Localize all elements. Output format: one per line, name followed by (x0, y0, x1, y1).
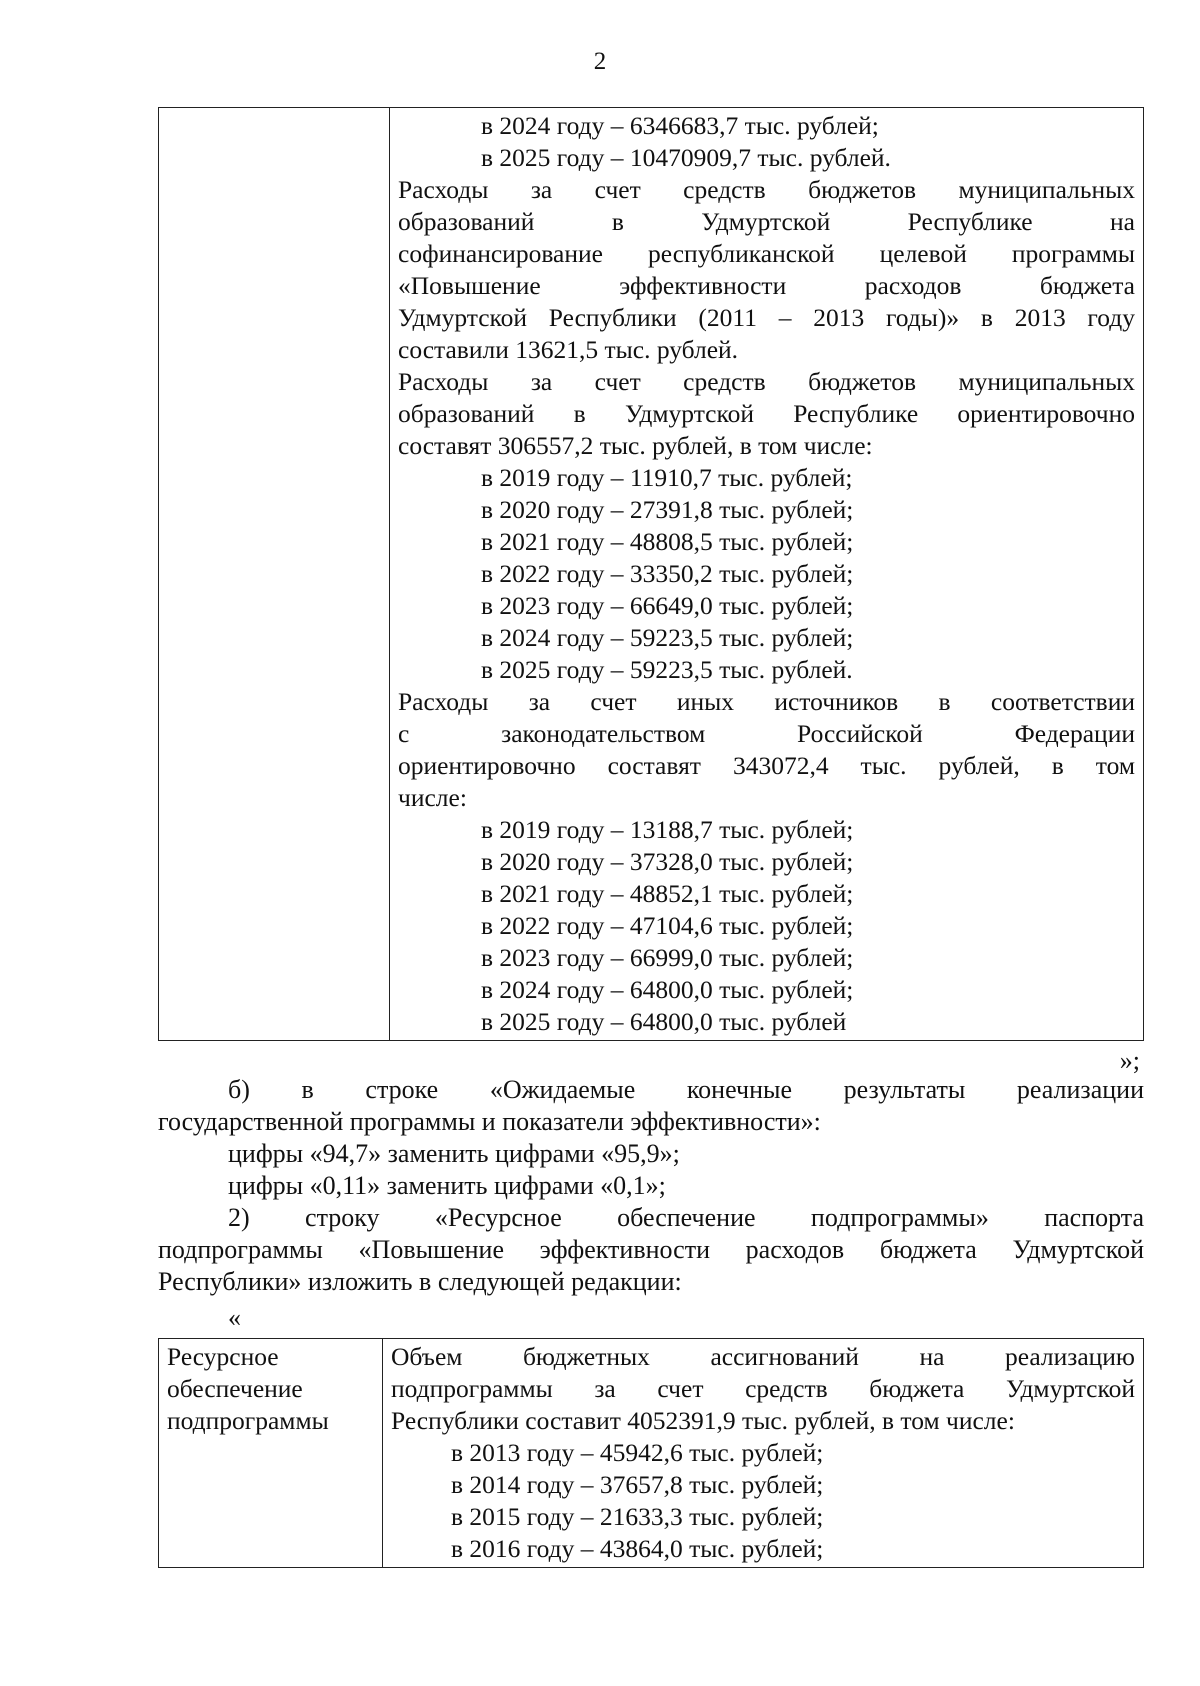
text-line: Расходы за счет средств бюджетов муниципальных (398, 175, 1135, 204)
text-line: 2) строку «Ресурсное обеспечение подпрограммы» паспорта (228, 1203, 1144, 1232)
text-line: подпрограммы за счет средств бюджета Удмуртской (391, 1374, 1135, 1403)
text-line: Объем бюджетных ассигнований на реализацию (391, 1342, 1135, 1371)
text-line: цифры «94,7» заменить цифрами «95,9»; (228, 1139, 680, 1168)
page-number: 2 (593, 48, 607, 75)
text-line: цифры «0,11» заменить цифрами «0,1»; (228, 1171, 666, 1200)
closing-quote: »; (1119, 1046, 1140, 1075)
text-line: софинансирование республиканской целевой программы (398, 239, 1135, 268)
text-line: образований в Удмуртской Республике ориентировочно (398, 399, 1135, 428)
resource-provision-label (167, 1341, 374, 1437)
table-cell-label (159, 108, 390, 1041)
resource-provision-table (158, 1338, 1144, 1568)
text-line: в 2016 году – 43864,0 тыс. рублей; (451, 1534, 824, 1563)
text-line: обеспечение (167, 1374, 303, 1403)
text-line: подпрограммы «Повышение эффективности расходов бюджета Удмуртской (158, 1235, 1144, 1264)
table-row (159, 108, 1144, 1041)
text-line: с законодательством Российской Федерации (398, 719, 1135, 748)
text-line: государственной программы и показатели эффективности»: (158, 1107, 821, 1136)
text-line: в 2013 году – 45942,6 тыс. рублей; (451, 1438, 824, 1467)
text-line: в 2015 году – 21633,3 тыс. рублей; (451, 1502, 824, 1531)
table-row (159, 1339, 1144, 1568)
text-line: в 2022 году – 47104,6 тыс. рублей; (481, 911, 854, 940)
text-line: Расходы за счет иных источников в соответствии (398, 687, 1135, 716)
resource-provision-lines (391, 1341, 1135, 1565)
text-line: б) в строке «Ожидаемые конечные результаты реализации (228, 1075, 1144, 1104)
table-cell-label (159, 1339, 383, 1568)
opening-quote: « (228, 1303, 241, 1332)
text-line: в 2025 году – 59223,5 тыс. рублей. (481, 655, 853, 684)
funding-lines (398, 110, 1135, 1038)
funding-table-continued (158, 107, 1144, 1041)
text-line: ориентировочно составят 343072,4 тыс. рублей, в том (398, 751, 1135, 780)
text-line: в 2019 году – 13188,7 тыс. рублей; (481, 815, 854, 844)
text-line: в 2024 году – 6346683,7 тыс. рублей; (481, 111, 879, 140)
text-line: в 2021 году – 48852,1 тыс. рублей; (481, 879, 854, 908)
text-line: Расходы за счет средств бюджетов муниципальных (398, 367, 1135, 396)
text-line: в 2019 году – 11910,7 тыс. рублей; (481, 463, 853, 492)
text-line: в 2020 году – 27391,8 тыс. рублей; (481, 495, 854, 524)
text-line: Республики составит 4052391,9 тыс. рублей, в том числе: (391, 1406, 1015, 1435)
text-line: в 2023 году – 66999,0 тыс. рублей; (481, 943, 854, 972)
table-cell-content (390, 108, 1144, 1041)
text-line: в 2021 году – 48808,5 тыс. рублей; (481, 527, 854, 556)
text-line: в 2020 году – 37328,0 тыс. рублей; (481, 847, 854, 876)
text-line: в 2024 году – 59223,5 тыс. рублей; (481, 623, 854, 652)
table-cell-content (383, 1339, 1144, 1568)
text-line: Удмуртской Республики (2011 – 2013 годы)» в 2013 году (398, 303, 1135, 332)
text-line: «Повышение эффективности расходов бюджета (398, 271, 1135, 300)
text-line: составят 306557,2 тыс. рублей, в том числе: (398, 431, 873, 460)
text-line: в 2025 году – 10470909,7 тыс. рублей. (481, 143, 891, 172)
text-line: Республики» изложить в следующей редакции: (158, 1267, 682, 1296)
text-line: в 2014 году – 37657,8 тыс. рублей; (451, 1470, 824, 1499)
text-line: числе: (398, 783, 467, 812)
text-line: составили 13621,5 тыс. рублей. (398, 335, 739, 364)
text-line: в 2024 году – 64800,0 тыс. рублей; (481, 975, 854, 1004)
text-line: Ресурсное (167, 1342, 279, 1371)
text-line: в 2025 году – 64800,0 тыс. рублей (481, 1007, 847, 1036)
text-line: подпрограммы (167, 1406, 329, 1435)
text-line: образований в Удмуртской Республике на (398, 207, 1135, 236)
text-line: в 2023 году – 66649,0 тыс. рублей; (481, 591, 854, 620)
text-line: в 2022 году – 33350,2 тыс. рублей; (481, 559, 854, 588)
amendment-text (158, 1074, 1144, 1298)
